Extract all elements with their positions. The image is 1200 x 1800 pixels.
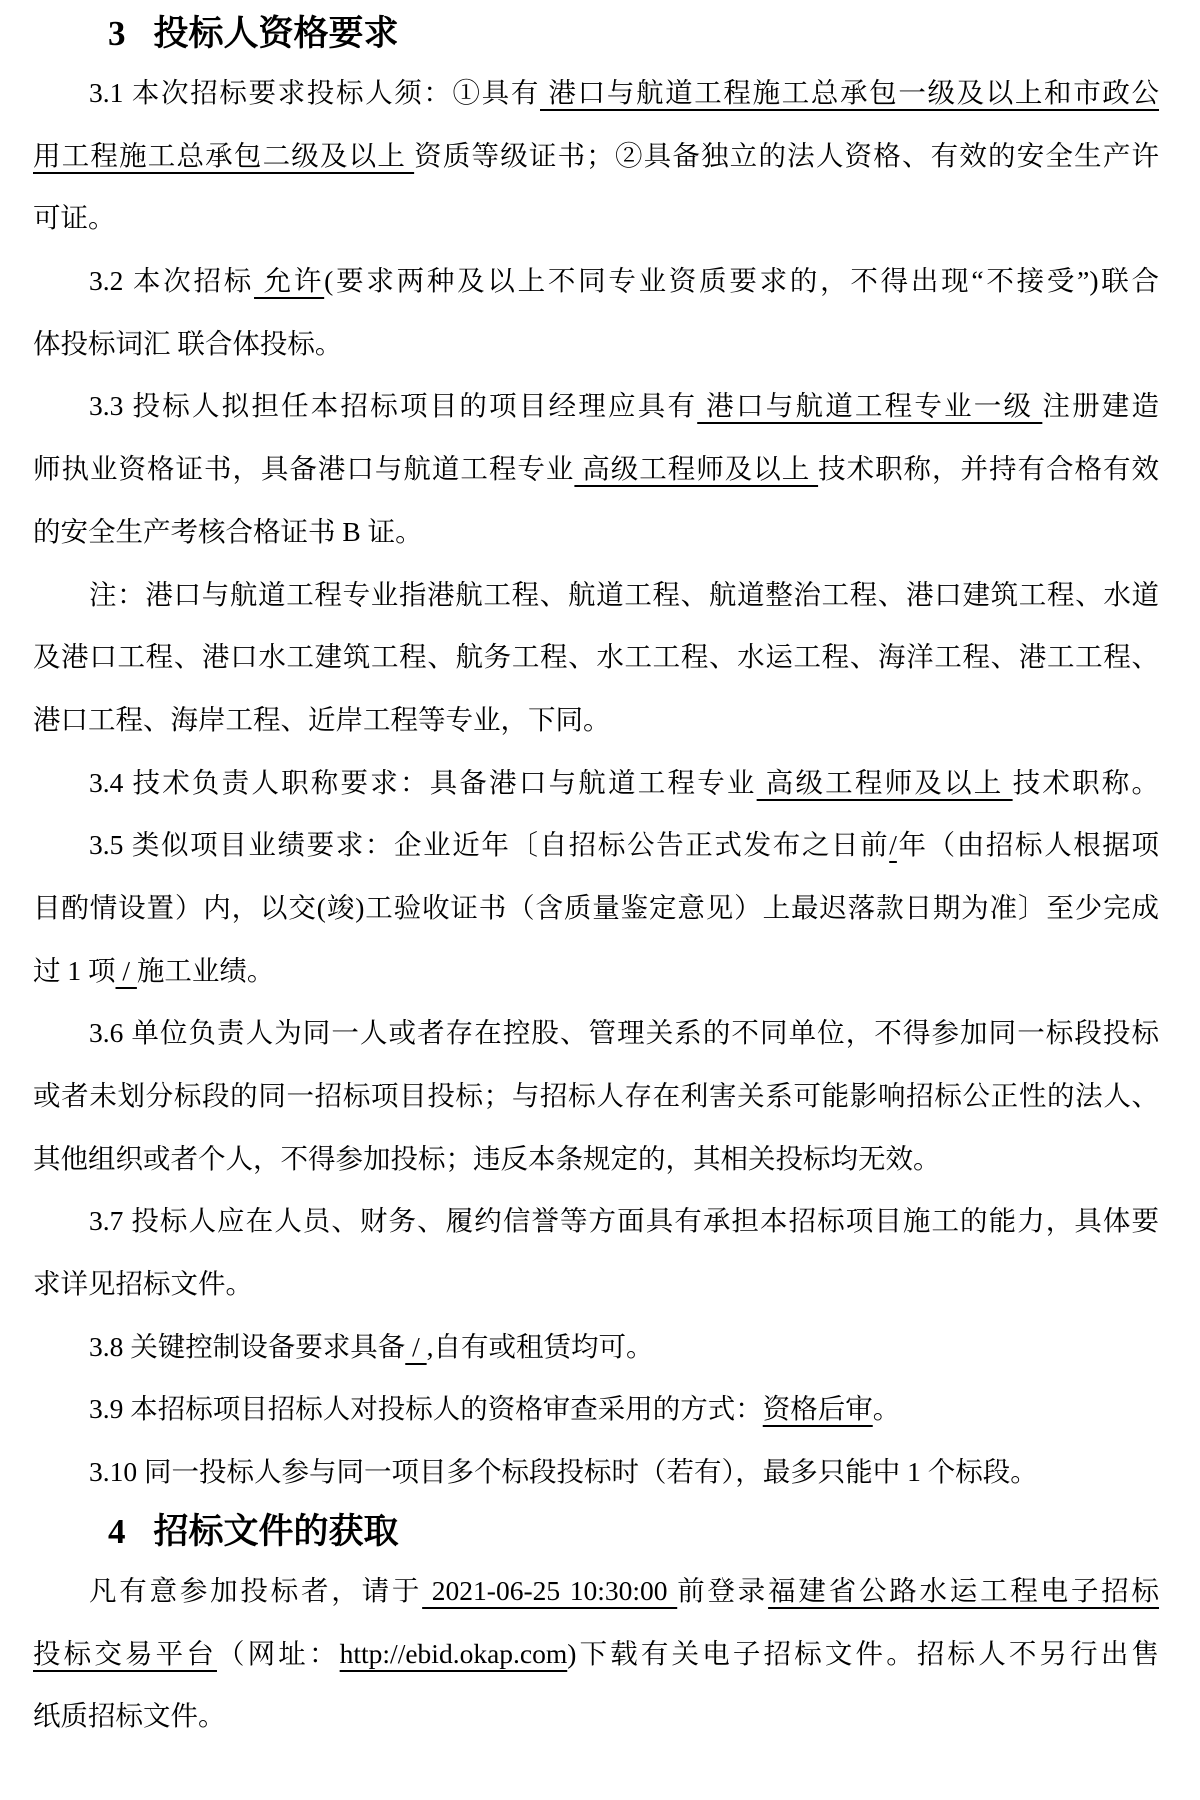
equipment-blank: / <box>405 1330 427 1362</box>
text-segment: 纸质招标文件。 <box>33 1700 226 1732</box>
text-line <box>33 1065 1159 1128</box>
text-segment: 3.3 投标人拟担任本招标项目的项目经理应具有 <box>89 390 698 422</box>
deadline-datetime: 2021-06-25 10:30:00 <box>422 1574 678 1606</box>
pm-title-blank: 高级工程师及以上 <box>574 453 819 485</box>
text-line <box>33 438 1159 501</box>
joint-venture-blank: 允许 <box>254 265 325 297</box>
text-segment: 3.10 同一投标人参与同一项目多个标段投标时（若有），最多只能中 1 个标段。 <box>89 1456 1038 1488</box>
text-line <box>33 187 1159 250</box>
text-line <box>33 1560 1159 1623</box>
text-segment: 其他组织或者个人，不得参加投标；违反本条规定的，其相关投标均无效。 <box>33 1142 941 1174</box>
text-segment: 及港口工程、港口水工建筑工程、航务工程、水工工程、水运工程、海洋工程、港工工程、 <box>33 641 1159 673</box>
text-segment: 3.4 技术负责人职称要求：具备港口与航道工程专业 <box>89 766 757 798</box>
text-segment: 3.9 本招标项目招标人对投标人的资格审查采用的方式： <box>89 1393 763 1425</box>
text-segment: 的安全生产考核合格证书 B 证。 <box>33 515 423 547</box>
text-segment: 3.2 本次招标 <box>89 265 255 297</box>
tech-lead-title-blank: 高级工程师及以上 <box>756 766 1013 798</box>
text-line <box>33 689 1159 752</box>
text-segment: 3.8 关键控制设备要求具备 <box>89 1330 406 1362</box>
text-segment: 技术职称。 <box>1012 766 1160 798</box>
section-heading-4 <box>33 1504 1159 1560</box>
text-segment: 3.7 投标人应在人员、财务、履约信誉等方面具有承担本招标项目施工的能力，具体要 <box>89 1205 1159 1237</box>
heading-number: 3 <box>108 14 126 53</box>
platform-name-part1: 福建省公路水运工程电子招标 <box>768 1574 1159 1606</box>
text-segment: 目酌情设置）内，以交(竣)工验收证书（含质量鉴定意见）上最迟落款日期为准〕至少完成 <box>33 891 1159 923</box>
text-segment: 体投标词汇 联合体投标。 <box>33 327 343 359</box>
text-segment: 3.5 类似项目业绩要求：企业近年〔自招标公告正式发布之日前 <box>89 829 890 861</box>
text-segment: 过 1 项 <box>33 954 116 986</box>
pm-license-blank: 港口与航道工程专业一级 <box>697 390 1043 422</box>
text-line <box>33 125 1159 188</box>
platform-name-part2: 投标交易平台 <box>33 1637 217 1669</box>
text-line <box>33 564 1159 627</box>
text-segment: 师执业资格证书，具备港口与航道工程专业 <box>33 453 575 485</box>
text-segment: 港口工程、海岸工程、近岸工程等专业，下同。 <box>33 703 611 735</box>
text-line <box>33 1685 1159 1748</box>
text-segment: 资质等级证书；②具备独立的法人资格、有效的安全生产许 <box>414 139 1160 171</box>
text-line <box>33 1002 1159 1065</box>
text-segment: 或者未划分标段的同一招标项目投标；与招标人存在利害关系可能影响招标公正性的法人、 <box>33 1080 1159 1111</box>
text-segment: 年（由招标人根据项 <box>896 829 1160 861</box>
text-line <box>33 375 1159 438</box>
text-segment: 前登录 <box>677 1574 769 1606</box>
text-segment: 3.6 单位负责人为同一人或者存在控股、管理关系的不同单位，不得参加同一标段投标 <box>89 1017 1159 1049</box>
section-heading-3 <box>33 6 1159 62</box>
text-line <box>33 1316 1159 1379</box>
text-line <box>33 1128 1159 1191</box>
text-segment: )下载有关电子招标文件。招标人不另行出售 <box>567 1637 1160 1669</box>
text-segment: 注：港口与航道工程专业指港航工程、航道工程、航道整治工程、港口建筑工程、水道 <box>89 578 1159 610</box>
text-segment: 施工业绩。 <box>136 954 275 986</box>
text-segment: 3.1 本次招标要求投标人须：①具有 <box>89 77 540 108</box>
text-segment: 求详见招标文件。 <box>33 1268 253 1300</box>
qualification-blank: 港口与航道工程施工总承包一级及以上和市政公 <box>540 77 1160 108</box>
performance-blank: / <box>115 954 137 986</box>
text-line <box>33 1441 1159 1504</box>
review-method-blank: 资格后审 <box>762 1393 873 1425</box>
heading-title: 招标文件的获取 <box>153 1511 399 1551</box>
platform-url[interactable]: http://ebid.okap.com <box>339 1637 568 1669</box>
text-line <box>33 250 1159 313</box>
text-segment: 可证。 <box>33 202 116 234</box>
text-line <box>33 752 1159 815</box>
years-blank: / <box>889 829 897 861</box>
heading-title: 投标人资格要求 <box>153 14 399 53</box>
text-segment: (要求两种及以上不同专业资质要求的，不得出现“不接受”)联合 <box>324 265 1160 297</box>
text-line <box>33 1253 1159 1316</box>
text-segment: 。 <box>872 1393 901 1425</box>
heading-number: 4 <box>108 1511 126 1551</box>
text-segment: 凡有意参加投标者，请于 <box>89 1574 423 1606</box>
text-line <box>33 940 1159 1003</box>
text-segment: （网址： <box>216 1637 340 1669</box>
text-line <box>33 626 1159 689</box>
text-line <box>33 814 1159 877</box>
text-line <box>33 313 1159 376</box>
text-line <box>33 877 1159 940</box>
text-line <box>33 1623 1159 1686</box>
text-line <box>33 501 1159 564</box>
text-segment: 技术职称，并持有合格有效 <box>818 453 1160 485</box>
qualification-blank-cont: 用工程施工总承包二级及以上 <box>33 139 415 171</box>
text-segment: ,自有或租赁均可。 <box>426 1330 654 1362</box>
text-segment: 注册建造 <box>1042 390 1160 422</box>
text-line <box>33 1190 1159 1253</box>
text-line <box>33 62 1159 125</box>
text-line <box>33 1378 1159 1441</box>
